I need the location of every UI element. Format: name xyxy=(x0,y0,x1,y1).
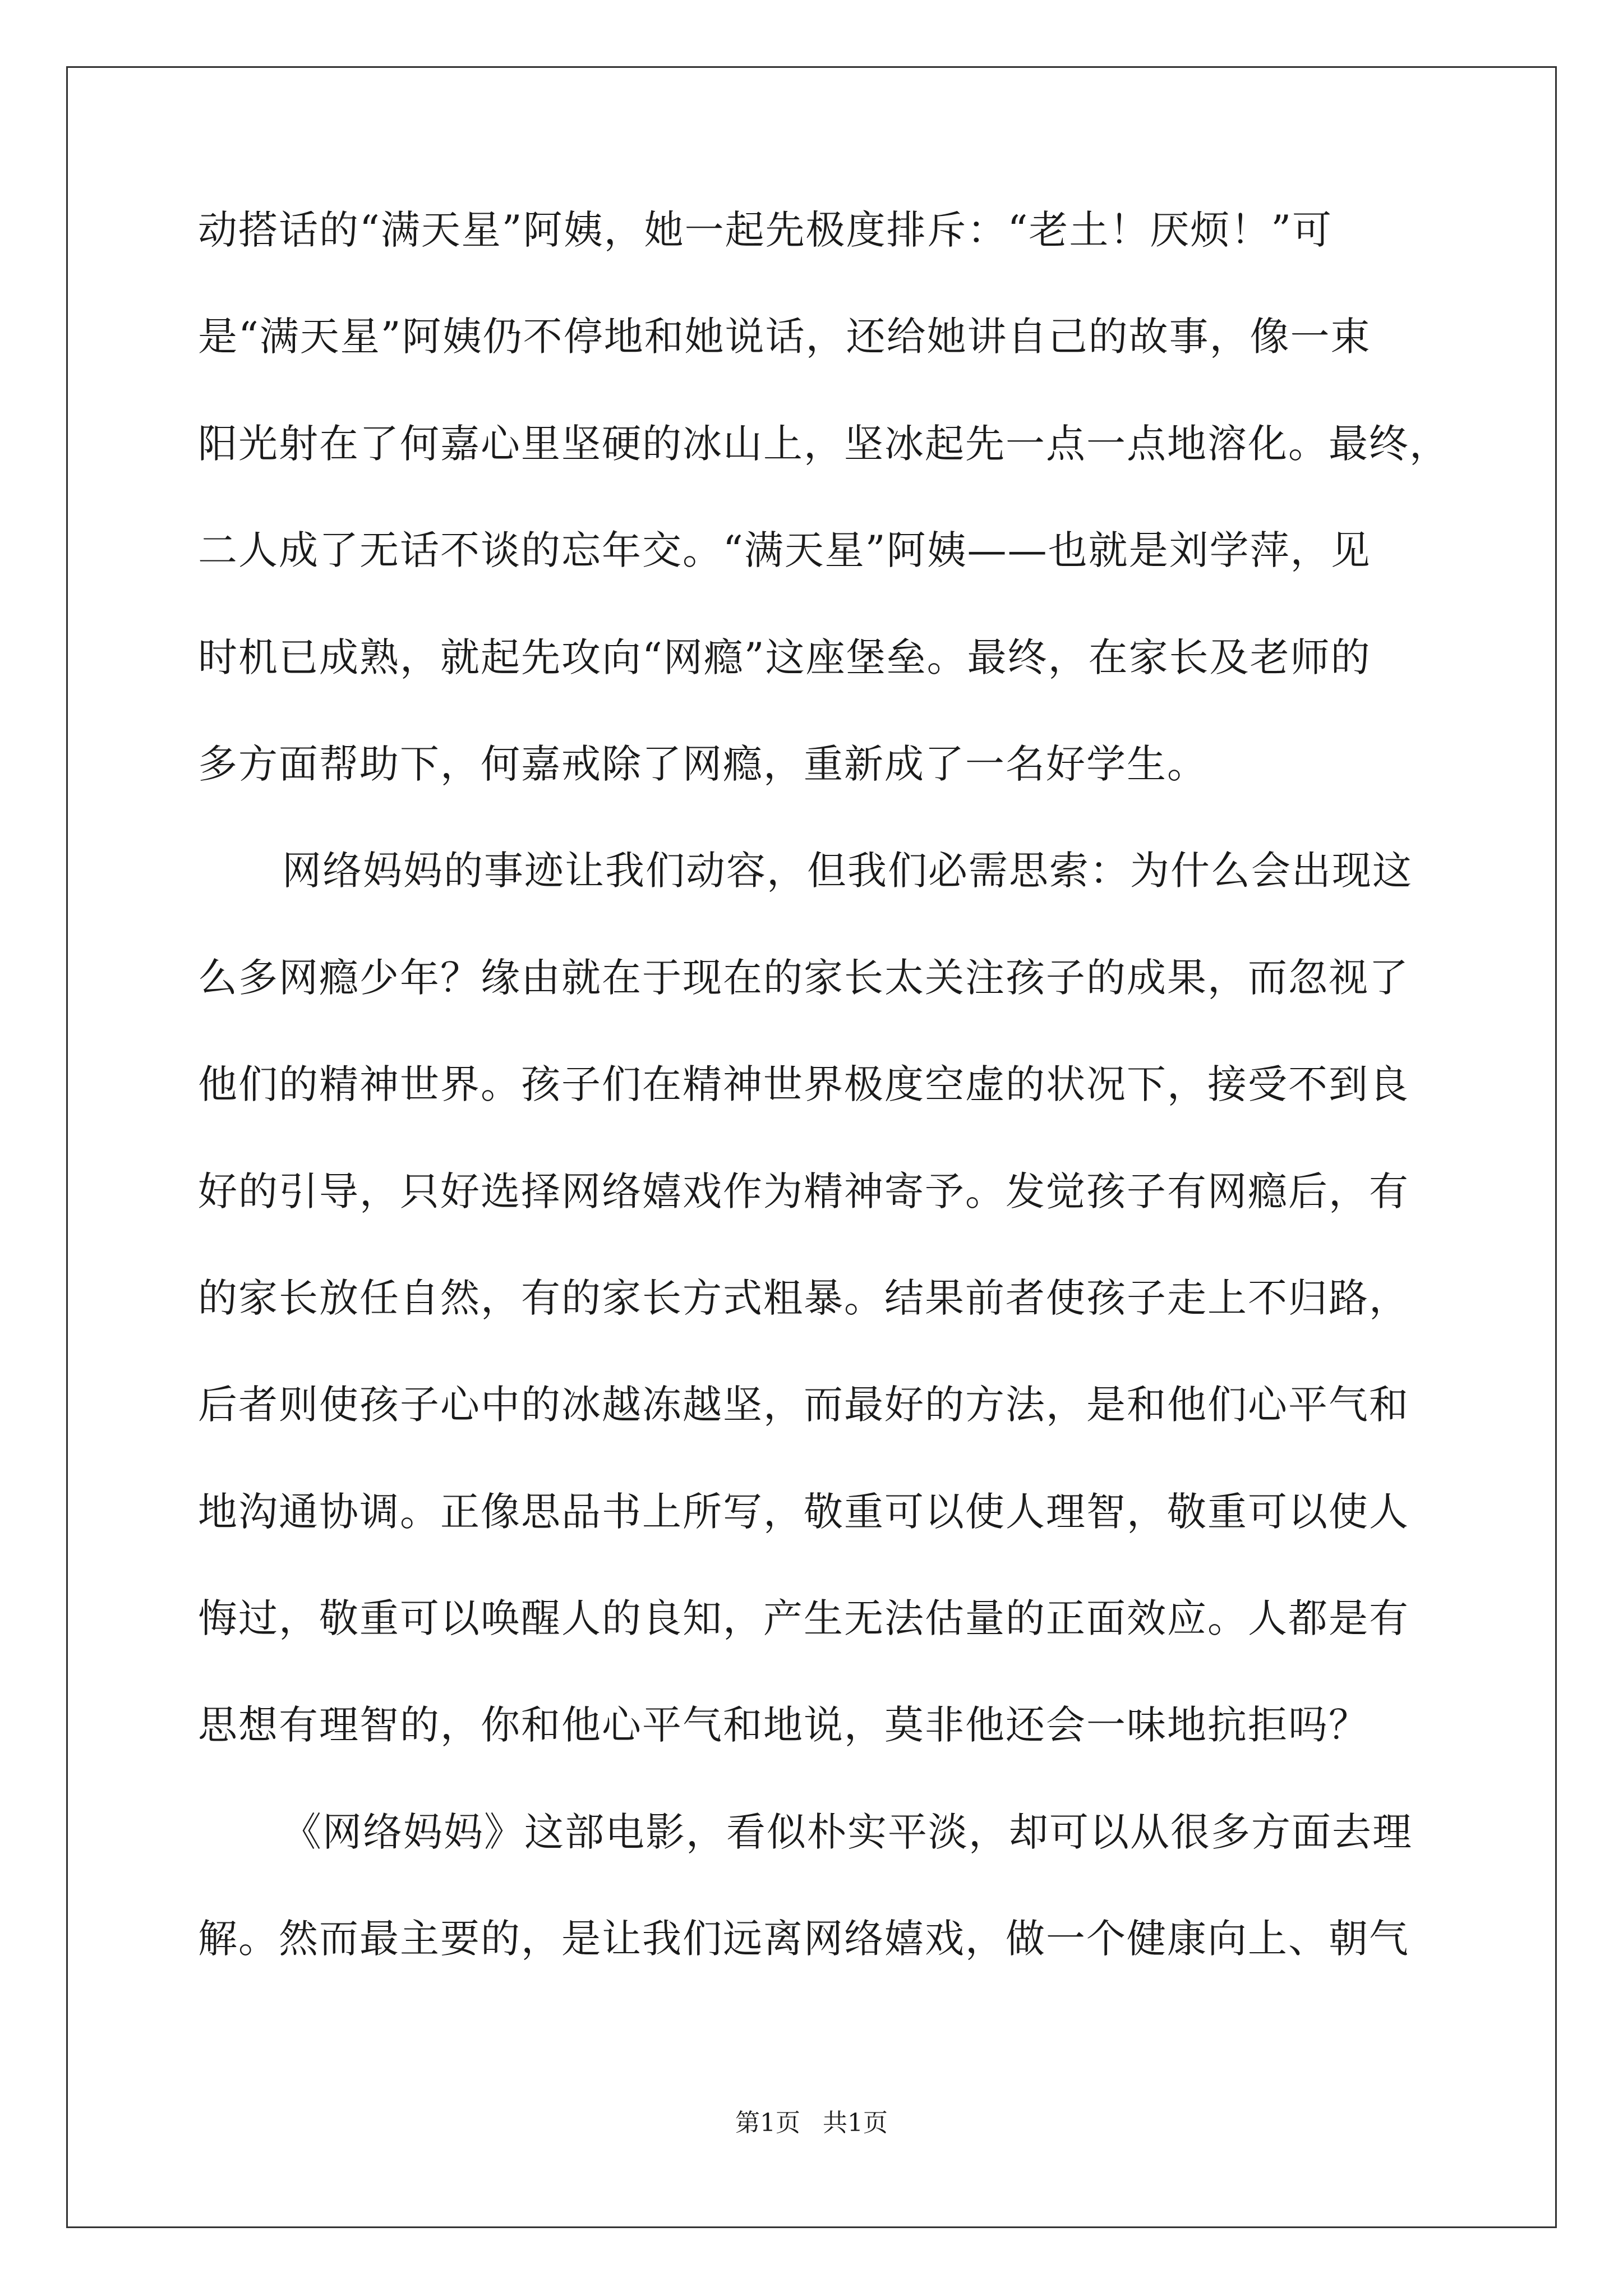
text-line: 是“满天星”阿姨仍不停地和她说话，还给她讲自己的故事，像一束 xyxy=(198,314,1371,360)
text-line: 地沟通协调。正像思品书上所写，敬重可以使人理智，敬重可以使人 xyxy=(198,1488,1409,1535)
text-line: 他们的精神世界。孩子们在精神世界极度空虚的状况下，接受不到良 xyxy=(198,1061,1409,1108)
text-line: 时机已成熟，就起先攻向“网瘾”这座堡垒。最终，在家长及老师的 xyxy=(198,634,1371,680)
text-line: 后者则使孩子心中的冰越冻越坚，而最好的方法，是和他们心平气和 xyxy=(198,1382,1409,1428)
text-line: 《网络妈妈》这部电影，看似朴实平淡，却可以从很多方面去理 xyxy=(282,1809,1413,1855)
text-line: 网络妈妈的事迹让我们动容，但我们必需思索：为什么会出现这 xyxy=(282,848,1413,894)
page-footer xyxy=(0,2109,1623,2137)
text-line: 阳光射在了何嘉心里坚硬的冰山上，坚冰起先一点一点地溶化。最终， xyxy=(198,420,1450,467)
text-line: 多方面帮助下，何嘉戒除了网瘾，重新成了一名好学生。 xyxy=(198,740,1207,787)
body-text xyxy=(198,207,1450,2026)
text-line: 么多网瘾少年？缘由就在于现在的家长太关注孩子的成果，而忽视了 xyxy=(198,954,1409,1001)
text-line: 动搭话的“满天星”阿姨，她一起先极度排斥：“老土！厌烦！”可 xyxy=(198,207,1333,253)
text-line: 思想有理智的，你和他心平气和地说，莫非他还会一味地抗拒吗？ xyxy=(198,1702,1369,1749)
text-line: 的家长放任自然，有的家长方式粗暴。结果前者使孩子走上不归路， xyxy=(198,1274,1409,1321)
page-total: 共1页 xyxy=(823,2109,888,2137)
text-line: 好的引导，只好选择网络嬉戏作为精神寄予。发觉孩子有网瘾后，有 xyxy=(198,1168,1409,1214)
text-line: 解。然而最主要的，是让我们远离网络嬉戏，做一个健康向上、朝气 xyxy=(198,1916,1409,1962)
page-number: 第1页 xyxy=(735,2109,800,2137)
text-line: 悔过，敬重可以唤醒人的良知，产生无法估量的正面效应。人都是有 xyxy=(198,1595,1409,1642)
text-line: 二人成了无话不谈的忘年交。“满天星”阿姨——也就是刘学萍，见 xyxy=(198,527,1371,574)
